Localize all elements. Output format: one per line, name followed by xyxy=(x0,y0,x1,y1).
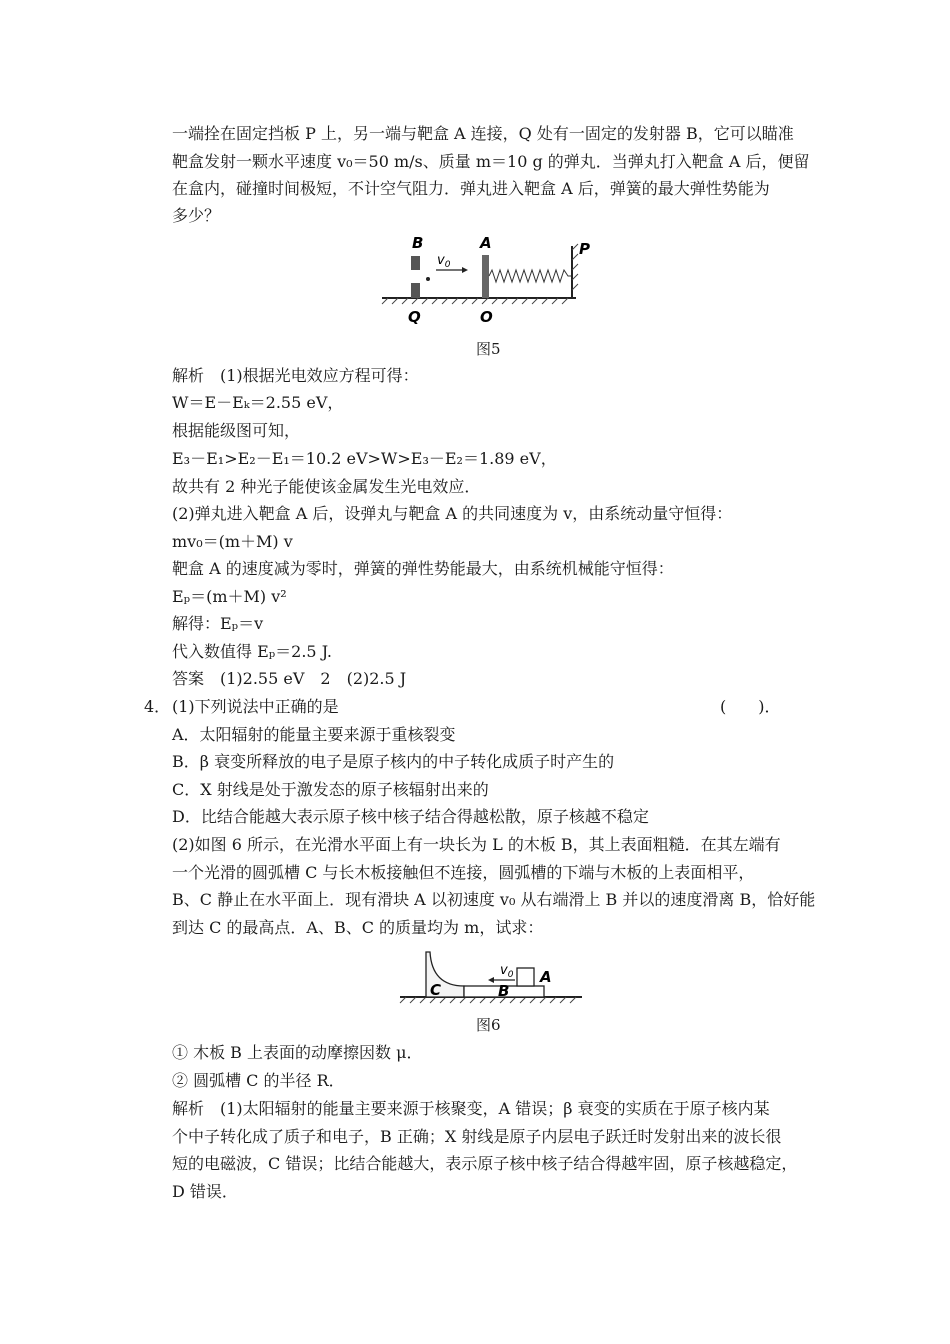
p3-answer: 答案 (1)2.55 eV 2 (2)2.5 J xyxy=(172,669,407,688)
problem3-line-3: 在盒内，碰撞时间极短，不计空气阻力．弹丸进入靶盒 A 后，弹簧的最大弹性势能为 xyxy=(172,179,770,198)
p3-solution-line-10: 解得：Eₚ＝v xyxy=(172,614,264,633)
label-o: O xyxy=(480,308,493,326)
option-a: A．太阳辐射的能量主要来源于重核裂变 xyxy=(172,725,456,744)
p3-solution-line-1: 解析 (1)根据光电效应方程可得： xyxy=(172,366,419,385)
label-a: A xyxy=(480,234,492,252)
bullet-dot xyxy=(426,277,430,281)
p3-solution-line-3: 根据能级图可知， xyxy=(172,421,301,440)
p4-solution-line-2: 个中子转化成了质子和电子，B 正确；X 射线是原子内层电子跃迁时发射出来的波长很 xyxy=(172,1127,782,1146)
label-p: P xyxy=(579,240,590,258)
label-v0-fig6: $v_0$ xyxy=(500,963,514,980)
part2-line-4: 到达 C 的最高点．A、B、C 的质量均为 m，试求： xyxy=(172,918,544,937)
answer-blank: ( )． xyxy=(720,697,781,716)
option-d: D．比结合能越大表示原子核中核子结合得越松散，原子核越不稳定 xyxy=(172,807,649,826)
problem-4-number: 4． xyxy=(144,697,171,716)
problem-4-part1-question: (1)下列说法中正确的是 xyxy=(172,697,339,716)
target-box-a xyxy=(482,255,489,298)
block-a xyxy=(517,968,534,986)
label-v0: $v_0$ xyxy=(437,253,451,270)
ask-2: ② 圆弧槽 C 的半径 R． xyxy=(172,1071,345,1090)
p3-solution-line-6: (2)弹丸进入靶盒 A 后，设弹丸与靶盒 A 的共同速度为 v，由系统动量守恒得： xyxy=(172,504,733,523)
p3-solution-line-9: Eₚ＝(m＋M) v² xyxy=(172,587,287,606)
figure-6-diagram xyxy=(396,948,586,1010)
p3-solution-line-7: mv₀＝(m＋M) v xyxy=(172,532,293,551)
launcher-b-top xyxy=(411,256,420,270)
problem3-line-1: 一端拴在固定挡板 P 上，另一端与靶盒 A 连接，Q 处有一固定的发射器 B，它可以瞄准 xyxy=(172,124,794,143)
p3-solution-line-5: 故共有 2 种光子能使该金属发生光电效应． xyxy=(172,477,481,496)
part2-line-2: 一个光滑的圆弧槽 C 与长木板接触但不连接，圆弧槽的下端与木板的上表面相平， xyxy=(172,863,755,882)
label-q: Q xyxy=(408,308,421,326)
label-a-fig6: A xyxy=(540,968,552,986)
p3-solution-line-2: W＝E－Eₖ＝2.55 eV， xyxy=(172,393,344,412)
launcher-b-bottom xyxy=(411,283,420,298)
label-c: C xyxy=(430,981,442,999)
part2-line-1: (2)如图 6 所示，在光滑水平面上有一块长为 L 的木板 B，其上表面粗糙．在其左端有 xyxy=(172,835,781,854)
option-b: B．β 衰变所释放的电子是原子核内的中子转化成质子时产生的 xyxy=(172,752,615,771)
p4-solution-line-4: D 错误． xyxy=(172,1182,238,1201)
ask-1: ① 木板 B 上表面的动摩擦因数 μ． xyxy=(172,1043,423,1062)
p3-solution-line-8: 靶盒 A 的速度减为零时，弹簧的弹性势能最大，由系统机械能守恒得： xyxy=(172,559,674,578)
figure-5-caption: 图5 xyxy=(476,340,501,358)
figure-5-diagram xyxy=(378,232,588,332)
spring xyxy=(489,270,571,282)
label-b: B xyxy=(412,234,424,252)
part2-line-3: B、C 静止在水平面上．现有滑块 A 以初速度 v₀ 从右端滑上 B 并以的速度滑离 B，恰好能 xyxy=(172,890,816,909)
option-c: C．X 射线是处于激发态的原子核辐射出来的 xyxy=(172,780,489,799)
label-b-fig6: B xyxy=(498,982,510,1000)
p4-solution-line-1: 解析 (1)太阳辐射的能量主要来源于核聚变，A 错误；β 衰变的实质在于原子核内某 xyxy=(172,1099,770,1118)
p3-solution-line-4: E₃－E₁>E₂－E₁＝10.2 eV>W>E₃－E₂＝1.89 eV， xyxy=(172,449,557,468)
problem3-line-2: 靶盒发射一颗水平速度 v₀＝50 m/s、质量 m＝10 g 的弹丸．当弹丸打入靶盒 A 后，便留 xyxy=(172,152,810,171)
p4-solution-line-3: 短的电磁波，C 错误；比结合能越大，表示原子核中核子结合得越牢固，原子核越稳定， xyxy=(172,1154,798,1173)
figure-6-caption: 图6 xyxy=(476,1016,501,1034)
p3-solution-line-11: 代入数值得 Eₚ＝2.5 J. xyxy=(172,642,332,661)
problem3-line-4: 多少？ xyxy=(172,206,221,225)
